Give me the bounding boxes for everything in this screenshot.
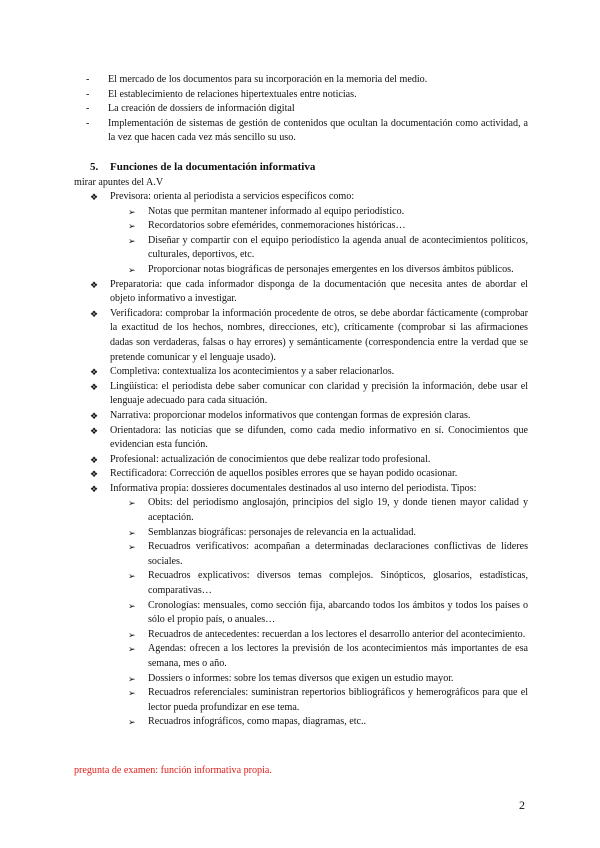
sub-list-item (128, 628, 528, 643)
diamond-bullet-icon: ❖ (90, 483, 99, 494)
function-item (90, 424, 528, 453)
diamond-bullet-icon: ❖ (90, 410, 99, 421)
function-item (90, 482, 528, 730)
sub-item-text: Diseñar y compartir con el equipo periodístico la agenda anual de acontecimientos políticos, culturales, deportivos, etc. (148, 234, 528, 261)
sub-list-item (128, 205, 528, 220)
arrow-bullet-icon: ➢ (128, 235, 136, 246)
arrow-bullet-icon: ➢ (128, 717, 136, 728)
diamond-bullet-icon: ❖ (90, 192, 99, 202)
function-text: Preparatoria: que cada informador disponga de la documentación que necesita antes de abordar el objeto informativo a investigar. (110, 278, 528, 305)
dash-item-text: Implementación de sistemas de gestión de contenidos que ocultan la documentación como actividad, a la vez que hacen cada vez más sencillo su uso. (108, 117, 528, 144)
sub-item-text: Recuadros verificativos: acompañan a determinadas declaraciones conflictivas de líderes sociales. (148, 541, 528, 567)
sub-item-text: Proporcionar notas biográficas de personajes emergentes en los diversos ámbitos públicos. (148, 263, 514, 275)
arrow-bullet-icon: ➢ (128, 600, 136, 611)
section-heading (90, 160, 315, 175)
page-number: 2 (519, 798, 525, 812)
function-item (90, 365, 528, 380)
sub-item-text: Obits: del periodismo anglosajón, principios del siglo 19, y donde tienen mayor calidad y aceptación. (148, 497, 528, 524)
dash-list-item (86, 88, 528, 103)
sub-list-item (128, 642, 528, 671)
sub-list (128, 205, 528, 278)
arrow-bullet-icon: ➢ (128, 629, 136, 640)
function-text: Verificadora: comprobar la información procedente de otros, se debe abordar fácticamente (comprobar la exactitud de los hechos, nombres, direcciones, etc), críticamente (comprobar si las afirmaciones dadas son verdaderas, falsas o hay errores) y semánticamente (correspondencia entre la verdad que se pretende comunicar y el lenguaje usado). (110, 307, 528, 363)
dash-item-text: El establecimiento de relaciones hipertextuales entre noticias. (108, 88, 357, 100)
sub-item-text: Recordatorios sobre efemérides, conmemoraciones históricas… (148, 220, 406, 232)
function-text: Previsora: orienta al periodista a servicios específicos como: (110, 191, 355, 202)
functions-list (90, 190, 528, 730)
sub-list-item (128, 672, 528, 687)
arrow-bullet-icon: ➢ (128, 221, 136, 232)
sub-item-text: Recuadros referenciales: suministran repertorios bibliográficos y hemerográficos para que el lector pueda profundizar en ese tema. (148, 687, 528, 713)
arrow-bullet-icon: ➢ (128, 571, 136, 582)
dash-item-text: El mercado de los documentos para su incorporación en la memoria del medio. (108, 74, 428, 85)
diamond-bullet-icon: ❖ (90, 367, 99, 378)
function-text: Informativa propia: dossieres documentales destinados al uso interno del periodista. Tipos: (110, 482, 477, 494)
sub-item-text: Semblanzas biográficas: personajes de relevancia en la actualidad. (148, 526, 416, 538)
function-text: Rectificadora: Corrección de aquellos posibles errores que se hayan podido ocasionar. (110, 468, 458, 480)
arrow-bullet-icon: ➢ (128, 688, 136, 699)
exam-note: pregunta de examen: función informativa propia. (74, 765, 272, 776)
function-text: Lingüística: el periodista debe saber comunicar con claridad y precisión la información, debe usar el lenguaje adecuado para cada situación. (110, 380, 528, 407)
diamond-bullet-icon: ❖ (90, 425, 99, 436)
function-text: Orientadora: las noticias que se difunden, como cada medio informativo en sí. Conocimientos que evidencian esta función. (110, 424, 528, 451)
section-title: Funciones de la documentación informativa (110, 161, 316, 173)
arrow-bullet-icon: ➢ (128, 206, 136, 217)
sub-list-item (128, 526, 528, 541)
dash-marker: - (86, 88, 90, 100)
function-text: Completiva: contextualiza los acontecimientos y a saber relacionarlos. (110, 366, 395, 378)
function-item (90, 380, 528, 409)
sub-list-item (128, 496, 528, 525)
dash-marker: - (86, 74, 90, 85)
diamond-bullet-icon: ❖ (90, 381, 99, 392)
sub-item-text: Notas que permitan mantener informado al equipo periodístico. (148, 205, 405, 217)
sub-item-text: Recuadros de antecedentes: recuerdan a los lectores el desarrollo anterior del acontecimiento. (148, 628, 526, 640)
dash-marker: - (86, 117, 90, 129)
function-item (90, 467, 528, 482)
arrow-bullet-icon: ➢ (128, 644, 136, 655)
arrow-bullet-icon: ➢ (128, 673, 136, 684)
sub-item-text: Recuadros infográficos, como mapas, diagramas, etc.. (148, 716, 367, 728)
dash-item-text: La creación de dossiers de información digital (108, 103, 295, 115)
arrow-bullet-icon: ➢ (128, 542, 136, 553)
function-item (90, 409, 528, 424)
margin-note: mirar apuntes del A.V (74, 177, 164, 188)
sub-item-text: Dossiers o informes: sobre los temas diversos que exigen un estudio mayor. (148, 672, 454, 684)
sub-list-item (128, 599, 528, 628)
diamond-bullet-icon: ❖ (90, 308, 99, 319)
diamond-bullet-icon: ❖ (90, 279, 99, 290)
section-number: 5. (90, 161, 99, 173)
sub-list-item (128, 715, 528, 730)
dash-list-item (86, 102, 528, 117)
sub-list-item (128, 569, 528, 598)
sub-list-item (128, 540, 528, 569)
arrow-bullet-icon: ➢ (128, 264, 136, 275)
sub-list-item (128, 686, 528, 715)
dash-list-item (86, 73, 528, 88)
dash-list (86, 73, 528, 146)
function-item (90, 190, 528, 278)
arrow-bullet-icon: ➢ (128, 498, 136, 509)
function-item (90, 278, 528, 307)
sub-item-text: Recuadros explicativos: diversos temas complejos. Sinópticos, glosarios, estadísticas, comparativas… (148, 570, 528, 597)
sub-item-text: Cronologías: mensuales, como sección fija, abarcando todos los ámbitos y todos los países o sólo el propio país, o anuales… (148, 599, 528, 626)
sub-list-item (128, 234, 528, 263)
function-text: Profesional: actualización de conocimientos que debe realizar todo profesional. (110, 453, 431, 465)
function-item (90, 453, 528, 468)
function-item (90, 307, 528, 365)
diamond-bullet-icon: ❖ (90, 469, 99, 480)
sub-list (128, 496, 528, 730)
sub-list-item (128, 219, 528, 234)
sub-list-item (128, 263, 528, 278)
diamond-bullet-icon: ❖ (90, 454, 99, 465)
function-text: Narrativa: proporcionar modelos informativos que contengan formas de expresión claras. (110, 409, 471, 421)
arrow-bullet-icon: ➢ (128, 527, 136, 538)
dash-marker: - (86, 103, 90, 115)
dash-list-item (86, 117, 528, 146)
sub-item-text: Agendas: ofrecen a los lectores la previsión de los acontecimientos más importantes de esa semana, mes o año. (148, 643, 528, 669)
